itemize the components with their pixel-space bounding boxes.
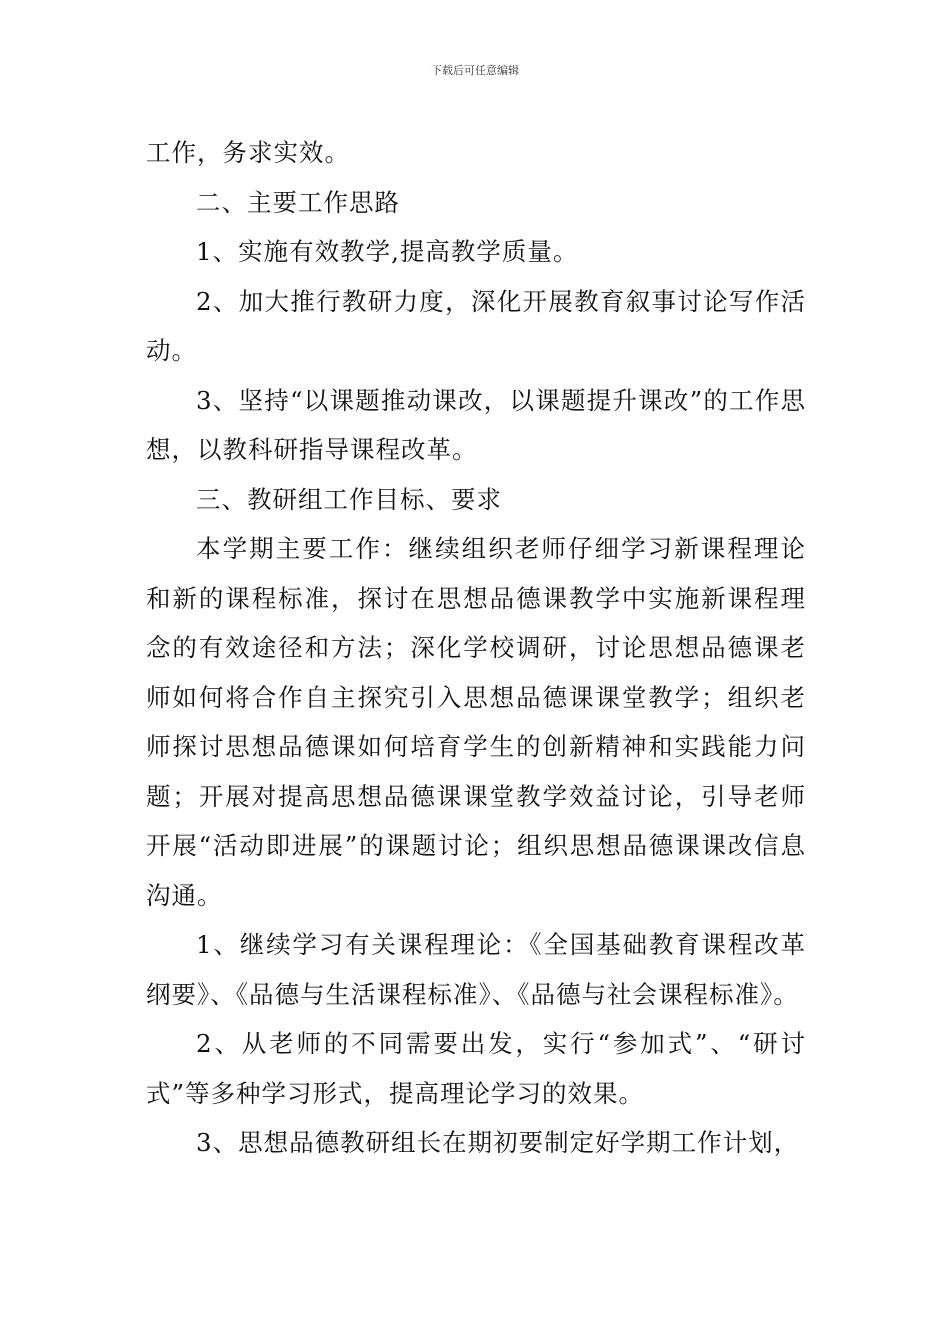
paragraph-main-work: 本学期主要工作：继续组织老师仔细学习新课程理论和新的课程标准，探讨在思想品德课教学中实施新课程理念的有效途径和方法；深化学校调研，讨论思想品德课老师如何将合作自主探究引入思想品德课课堂教学；组织老师探讨思想品德课如何培育学生的创新精神和实践能力问题；开展对提高思想品德课课堂教学效益讨论，引导老师开展“活动即进展”的课题讨论；组织思想品德课课改信息沟通。 (146, 534, 806, 910)
list-item-study-theory: 1、继续学习有关课程理论：《全国基础教育课程改革纲要》、《品德与生活课程标准》、《品德与社会课程标准》。 (146, 930, 806, 1009)
page-header (0, 64, 950, 78)
list-item-curriculum-reform: 3、坚持“以课题推动课改，以课题提升课改”的工作思想，以教科研指导课程改革。 (146, 385, 806, 464)
header-note: 下载后可任意编辑 (431, 64, 519, 77)
paragraph-continuation: 工作，务求实效。 (146, 138, 350, 167)
list-item-work-plan: 3、思想品德教研组长在期初要制定好学期工作计划， (196, 1128, 800, 1157)
section-heading-goals: 三、教研组工作目标、要求 (196, 484, 502, 514)
list-item-teaching-research: 2、加大推行教研力度，深化开展教育叙事讨论写作活动。 (146, 286, 806, 365)
document-body (146, 128, 806, 1168)
list-item-learning-forms: 2、从老师的不同需要出发，实行“参加式”、“研讨式”等多种学习形式，提高理论学习的效果。 (146, 1029, 806, 1108)
list-item-effective-teaching: 1、实施有效教学,提高教学质量。 (196, 237, 579, 266)
section-heading-work-ideas: 二、主要工作思路 (196, 187, 400, 217)
